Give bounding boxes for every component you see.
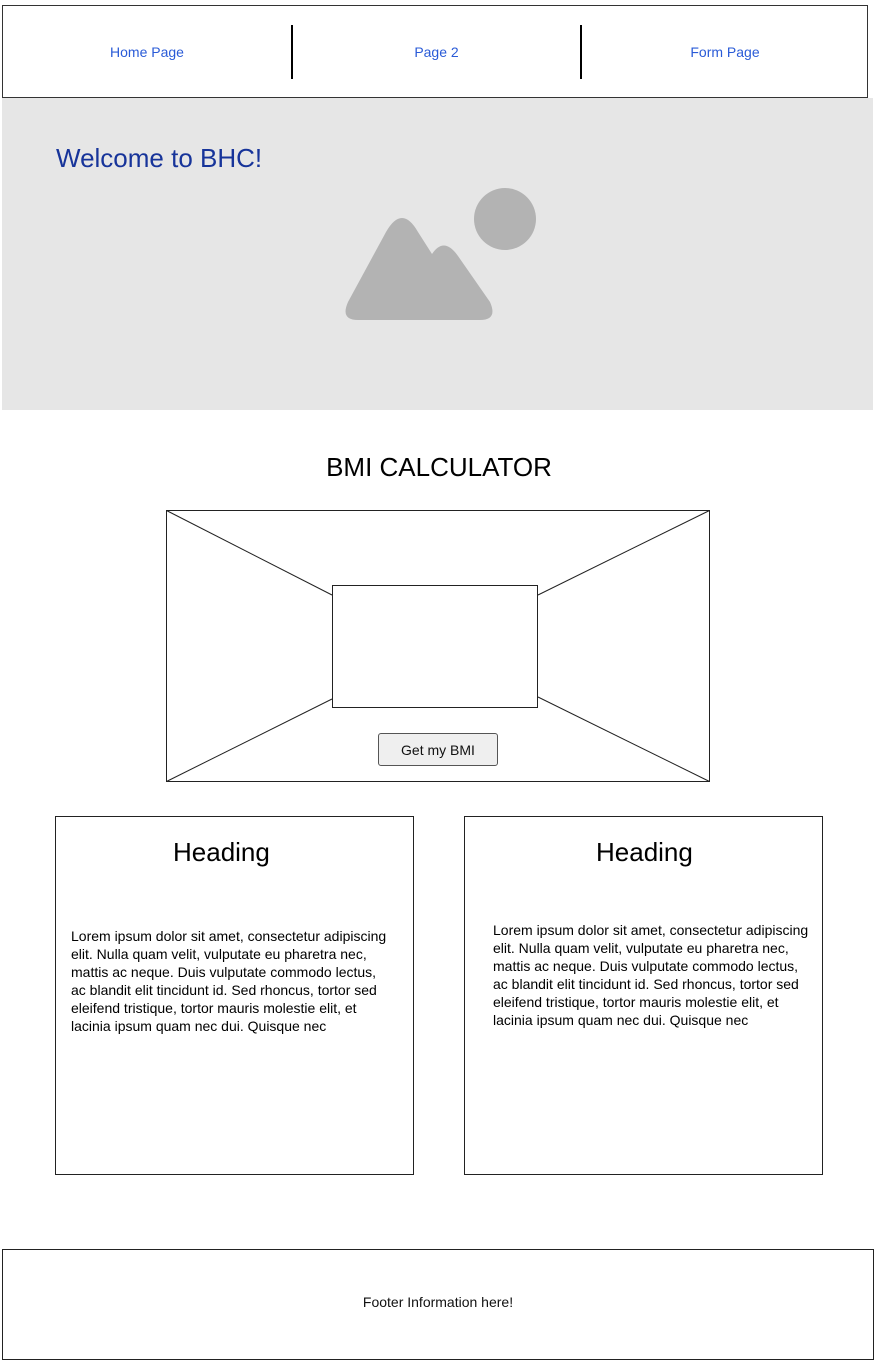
- footer-text: Footer Information here!: [362, 1294, 514, 1310]
- get-bmi-button[interactable]: Get my BMI: [378, 733, 498, 766]
- hero-banner: [2, 98, 873, 410]
- image-placeholder-icon: [340, 186, 540, 322]
- card-text: Lorem ipsum dolor sit amet, consectetur adipiscing elit. Nulla quam velit, vulputate eu pharetra nec, mattis ac neque. Duis vulputate commodo lectus, ac blandit elit tincidunt id. Sed rhoncus, tortor sed eleifend tristique, tortor mauris molestie elit, et lacinia ipsum quam nec dui. Quisque nec: [493, 922, 809, 1028]
- hero-title: Welcome to BHC!: [56, 143, 263, 173]
- page-footer: [2, 1249, 874, 1360]
- info-card-left: [55, 816, 414, 1175]
- bmi-title: BMI CALCULATOR: [326, 452, 552, 482]
- card-heading: Heading: [173, 837, 270, 867]
- info-card-right: [464, 816, 823, 1175]
- card-text: Lorem ipsum dolor sit amet, consectetur adipiscing elit. Nulla quam velit, vulputate eu pharetra nec, mattis ac neque. Duis vulputate commodo lectus, ac blandit elit tincidunt id. Sed rhoncus, tortor sed eleifend tristique, tortor mauris molestie elit, et lacinia ipsum quam nec dui. Quisque nec: [71, 928, 387, 1034]
- nav-link-home[interactable]: Home Page: [110, 43, 184, 60]
- bmi-result-area: [332, 585, 538, 708]
- card-heading: Heading: [596, 837, 693, 867]
- top-navigation: [2, 5, 868, 98]
- nav-link-form-page[interactable]: Form Page: [690, 43, 760, 60]
- nav-link-page-2[interactable]: Page 2: [414, 43, 459, 60]
